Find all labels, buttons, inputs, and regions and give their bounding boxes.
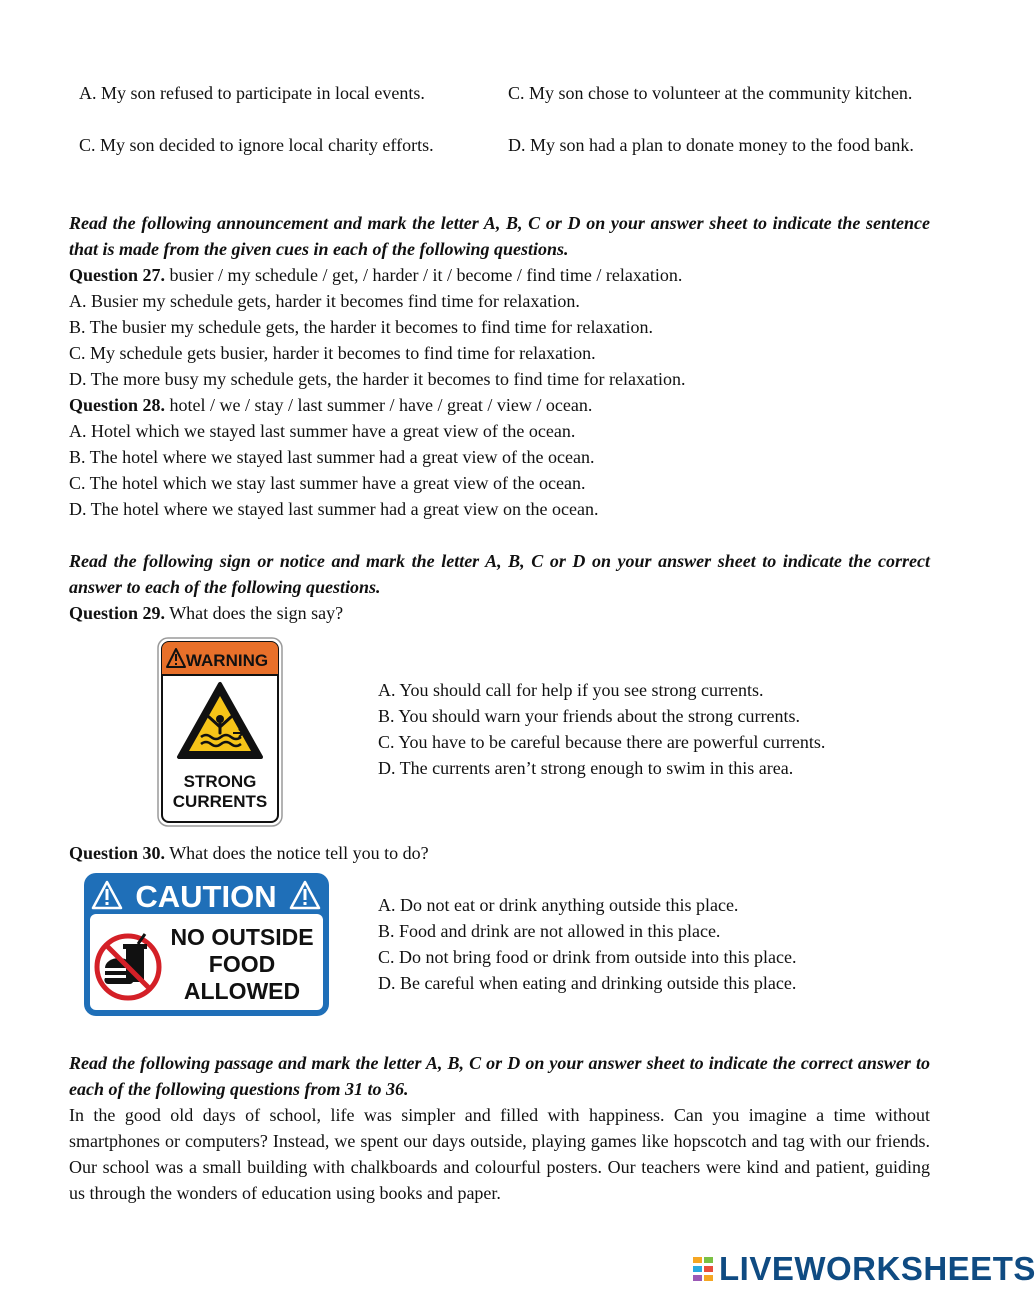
question-28 [69, 392, 592, 418]
passage-text: In the good old days of school, life was simpler and filled with happiness. Can you imagine a time without smartphones or computers? Instead, we spent our days outside, playing games like hopscotch and tag with our friends. Our school was a small building with chalkboards and colourful posters. Our teachers were kind and patient, guiding us through the wonders of education using books and paper. [69, 1105, 930, 1203]
liveworksheets-logo [693, 1252, 1036, 1286]
liveworksheets-logo-icon [693, 1257, 713, 1281]
question-27-label: Question 27. [69, 265, 166, 285]
question-30 [69, 840, 429, 866]
q27-option-a: A. Busier my schedule gets, harder it becomes find time for relaxation. [69, 291, 580, 311]
warning-sign [157, 637, 283, 827]
warning-sign-line2: CURRENTS [172, 792, 268, 811]
q30-options [378, 892, 796, 996]
question-30-label: Question 30. [69, 843, 166, 863]
q28-option-c: C. The hotel which we stay last summer have a great view of the ocean. [69, 473, 586, 493]
question-29 [69, 600, 343, 626]
question-27-prompt: busier / my schedule / get, / harder / it / become / find time / relaxation. [165, 265, 683, 285]
q30-option-c: C. Do not bring food or drink from outside into this place. [378, 947, 797, 967]
question-27 [69, 262, 682, 288]
caution-sign-line3: ALLOWED [183, 978, 301, 1004]
question-30-prompt: What does the notice tell you to do? [165, 843, 429, 863]
caution-sign-line2: FOOD [208, 951, 276, 977]
q28-option-d: D. The hotel where we stayed last summer had a great view on the ocean. [69, 499, 599, 519]
q29-option-d: D. The currents aren’t strong enough to swim in this area. [378, 758, 794, 778]
q26-option-d: D. My son had a plan to donate money to the food bank. [508, 135, 914, 155]
question-28-prompt: hotel / we / stay / last summer / have / great / view / ocean. [165, 395, 593, 415]
q29-option-a: A. You should call for help if you see strong currents. [378, 680, 764, 700]
liveworksheets-logo-text: LIVEWORKSHEETS [719, 1250, 1036, 1287]
q28-option-b: B. The hotel where we stayed last summer had a great view of the ocean. [69, 447, 595, 467]
q29-option-c: C. You have to be careful because there are powerful currents. [378, 732, 826, 752]
q29-options [378, 677, 825, 781]
question-29-prompt: What does the sign say? [165, 603, 344, 623]
caution-sign [83, 872, 330, 1017]
signs-instruction: Read the following sign or notice and mark the letter A, B, C or D on your answer sheet to indicate the correct answer to each of the following questions. [69, 551, 930, 597]
cues-instruction: Read the following announcement and mark the letter A, B, C or D on your answer sheet to indicate the sentence that is made from the given cues in each of the following questions. [69, 213, 930, 259]
q27-option-b: B. The busier my schedule gets, the harder it becomes to find time for relaxation. [69, 317, 653, 337]
q29-option-b: B. You should warn your friends about the strong currents. [378, 706, 800, 726]
passage-instruction: Read the following passage and mark the letter A, B, C or D on your answer sheet to indicate the correct answer to each of the following questions from 31 to 36. [69, 1053, 930, 1099]
no-food-drink-icon [97, 934, 159, 998]
q27-option-c: C. My schedule gets busier, harder it becomes to find time for relaxation. [69, 343, 596, 363]
q26-option-c2: C. My son decided to ignore local charity efforts. [79, 135, 434, 155]
caution-sign-line1: NO OUTSIDE [170, 924, 314, 950]
question-29-label: Question 29. [69, 603, 166, 623]
caution-sign-header: CAUTION [135, 879, 277, 914]
q30-option-b: B. Food and drink are not allowed in this place. [378, 921, 721, 941]
q30-option-a: A. Do not eat or drink anything outside this place. [378, 895, 739, 915]
q28-option-a: A. Hotel which we stayed last summer have a great view of the ocean. [69, 421, 576, 441]
q27-option-d: D. The more busy my schedule gets, the harder it becomes to find time for relaxation. [69, 369, 686, 389]
q30-option-d: D. Be careful when eating and drinking outside this place. [378, 973, 797, 993]
q26-option-c1: C. My son chose to volunteer at the community kitchen. [508, 83, 913, 103]
question-28-label: Question 28. [69, 395, 166, 415]
warning-sign-line1: STRONG [183, 772, 257, 791]
warning-sign-header: WARNING [185, 651, 269, 670]
q26-option-a: A. My son refused to participate in local events. [79, 83, 425, 103]
